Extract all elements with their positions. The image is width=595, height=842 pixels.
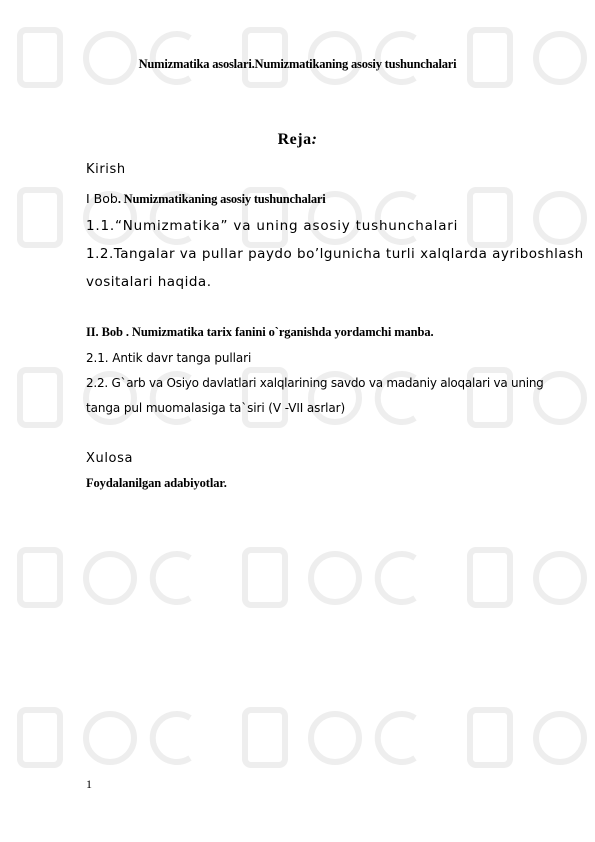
toc-section-1-2-line2: vositalari haqida. <box>86 274 212 290</box>
toc-chapter-1 <box>86 191 326 207</box>
reja-heading <box>0 131 595 149</box>
toc-section-2-2-line2: tanga pul muomalasiga ta`siri (V -VII asrlar) <box>86 401 346 415</box>
toc-section-2-1: 2.1. Antik davr tanga pullari <box>86 351 252 365</box>
toc-xulosa: Xulosa <box>86 451 134 466</box>
chapter-1-prefix: I Bob <box>86 191 118 206</box>
reja-colon: : <box>311 131 318 148</box>
page-number: 1 <box>86 777 92 791</box>
toc-section-1-1: 1.1.“Numizmatika” va uning asosiy tushunchalari <box>86 218 459 234</box>
chapter-1-title: . Numizmatikaning asosiy tushunchalari <box>117 192 326 206</box>
reja-label: Reja <box>277 131 312 148</box>
toc-section-2-2-line1: 2.2. G`arb va Osiyo davlatlari xalqlarining savdo va madaniy aloqalari va uning <box>86 376 544 390</box>
toc-chapter-2: II. Bob . Numizmatika tarix fanini o`rganishda yordamchi manba. <box>86 325 434 339</box>
document-title: Numizmatika asoslari.Numizmatikaning asosiy tushunchalari <box>138 57 457 71</box>
toc-section-1-2-line1: 1.2.Tangalar va pullar paydo bo’lgunicha turli xalqlarda ayriboshlash <box>86 246 584 262</box>
toc-kirish: Kirish <box>86 162 126 177</box>
toc-bibliography: Foydalanilgan adabiyotlar. <box>86 476 227 490</box>
